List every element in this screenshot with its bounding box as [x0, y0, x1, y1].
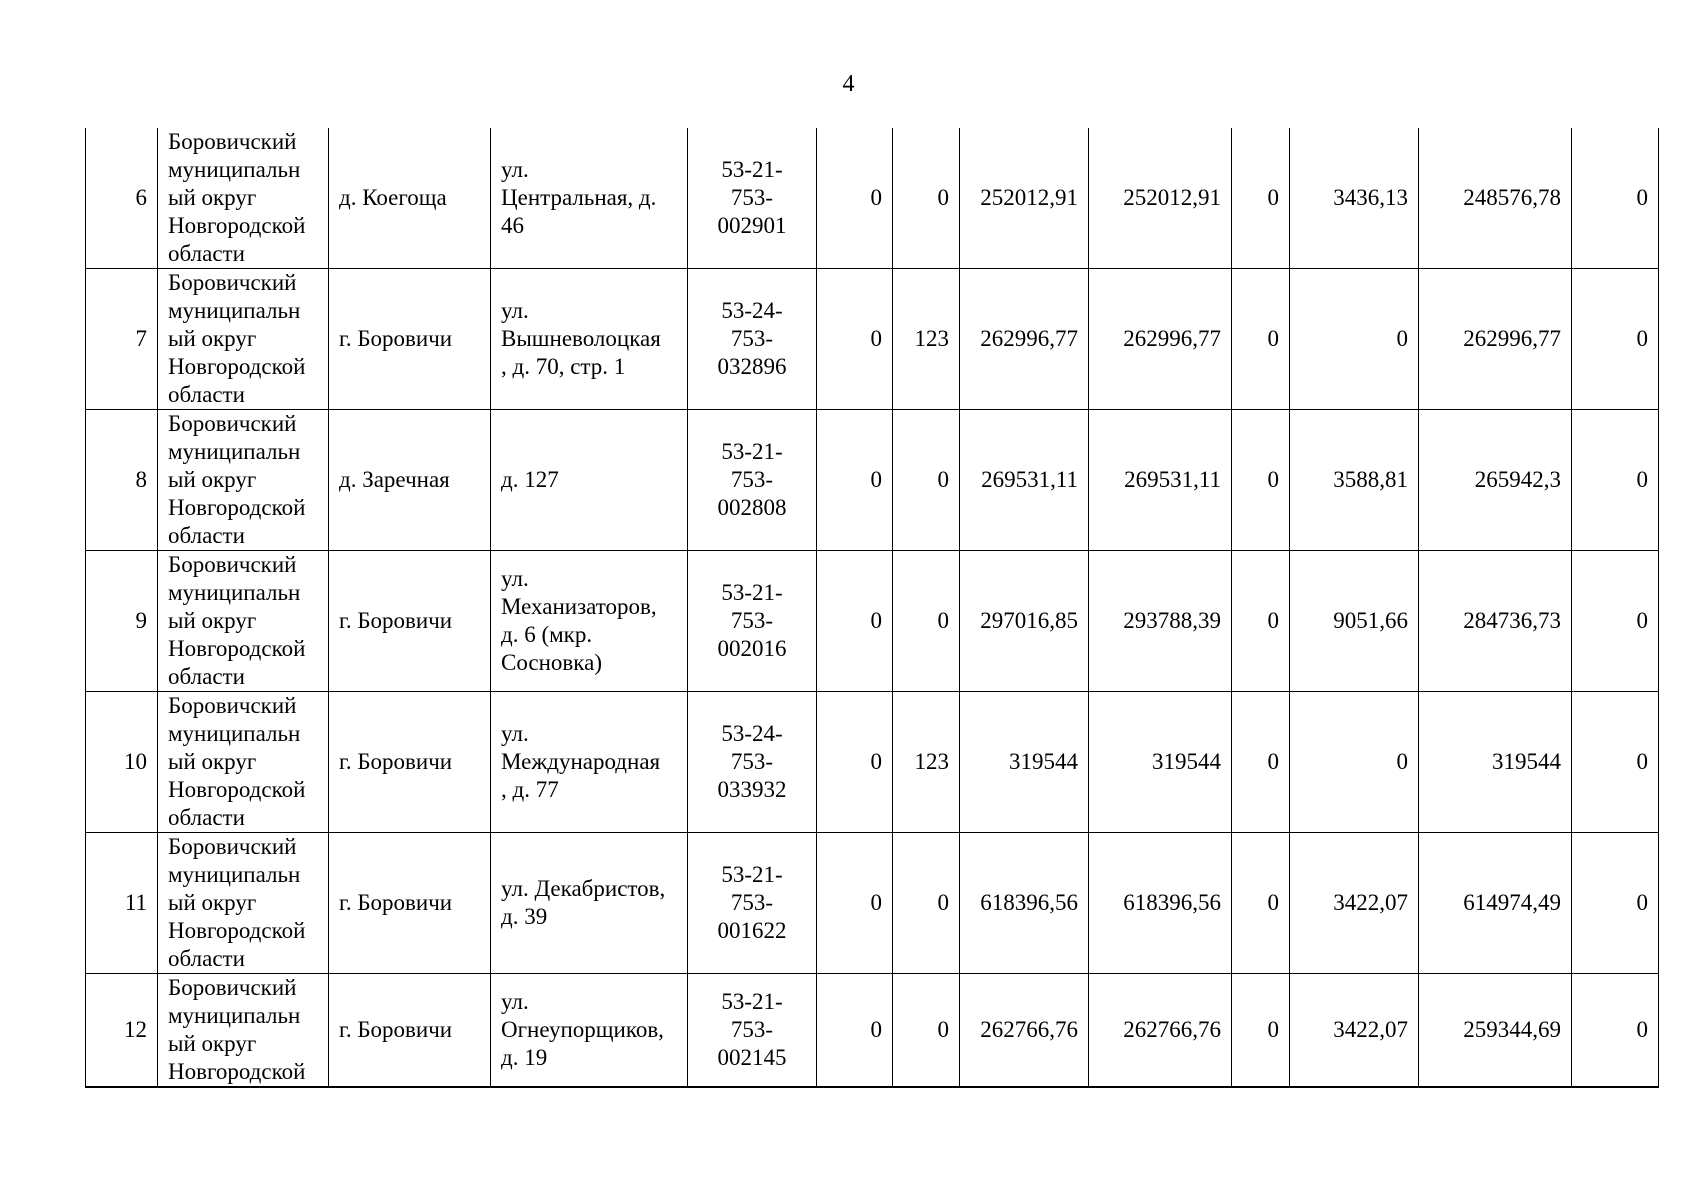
municipality-cell-line: ый округ — [168, 467, 257, 492]
code-cell-line: 753- — [730, 467, 774, 492]
value-cell-4: 0 — [1572, 692, 1659, 833]
code-cell — [688, 833, 817, 974]
municipality-cell-line: муниципальн — [168, 157, 301, 182]
amount-cell-4: 614974,49 — [1419, 833, 1572, 974]
code-cell — [688, 269, 817, 410]
address-cell-line: ул. — [501, 298, 529, 323]
amount-cell-4: 262996,77 — [1419, 269, 1572, 410]
municipality-cell-line: Боровичский — [168, 411, 297, 436]
locality-cell: г. Боровичи — [329, 551, 491, 692]
code-cell-line: 032896 — [717, 354, 787, 379]
code-cell-line: 753- — [730, 749, 774, 774]
municipality-cell-line: Новгородской — [168, 918, 306, 943]
amount-cell-4: 319544 — [1419, 692, 1572, 833]
table-row — [86, 269, 1659, 410]
address-cell-line: Центральная, д. — [501, 185, 657, 210]
value-cell-4: 0 — [1572, 551, 1659, 692]
municipality-cell-line: Боровичский — [168, 975, 297, 1000]
municipality-cell-line: области — [168, 241, 245, 266]
value-cell-3: 0 — [1232, 692, 1290, 833]
code-cell-line: 53-21- — [721, 439, 783, 464]
code-cell-line: 53-21- — [721, 862, 783, 887]
address-cell-line: Сосновка) — [501, 650, 602, 675]
municipality-cell-line: Новгородской — [168, 1059, 306, 1084]
amount-cell-4: 248576,78 — [1419, 128, 1572, 269]
amount-cell-2: 618396,56 — [1089, 833, 1232, 974]
municipality-cell — [158, 833, 329, 974]
address-cell-line: ул. — [501, 157, 529, 182]
municipality-cell-line: муниципальн — [168, 580, 301, 605]
address-cell-line: ул. — [501, 566, 529, 591]
amount-cell-1: 297016,85 — [960, 551, 1089, 692]
municipality-cell — [158, 269, 329, 410]
value-cell-3: 0 — [1232, 128, 1290, 269]
amount-cell-2: 262996,77 — [1089, 269, 1232, 410]
table-row — [86, 128, 1659, 269]
code-cell-line: 002901 — [717, 213, 787, 238]
amount-cell-2: 252012,91 — [1089, 128, 1232, 269]
code-cell-line: 53-24- — [721, 298, 783, 323]
code-cell-line: 53-21- — [721, 580, 783, 605]
amount-cell-4: 265942,3 — [1419, 410, 1572, 551]
code-cell-line: 001622 — [717, 918, 787, 943]
municipality-cell-line: Новгородской — [168, 354, 306, 379]
address-cell-line: , д. 70, стр. 1 — [501, 354, 626, 379]
municipality-cell-line: ый округ — [168, 749, 257, 774]
row-number: 12 — [86, 974, 158, 1088]
municipality-cell-line: Боровичский — [168, 270, 297, 295]
address-cell-line: Вышневолоцкая — [501, 326, 661, 351]
address-cell-line: ул. — [501, 721, 529, 746]
code-cell-line: 002808 — [717, 495, 787, 520]
value-cell-4: 0 — [1572, 128, 1659, 269]
amount-cell-2: 319544 — [1089, 692, 1232, 833]
value-cell-1: 0 — [817, 692, 893, 833]
amount-cell-1: 262996,77 — [960, 269, 1089, 410]
address-cell-line: Механизаторов, — [501, 594, 657, 619]
municipality-cell-line: Боровичский — [168, 693, 297, 718]
value-cell-2: 123 — [893, 692, 960, 833]
address-cell-line: д. 127 — [501, 467, 559, 492]
amount-cell-3: 3436,13 — [1290, 128, 1419, 269]
value-cell-4: 0 — [1572, 269, 1659, 410]
value-cell-1: 0 — [817, 551, 893, 692]
row-number: 10 — [86, 692, 158, 833]
locality-cell: д. Заречная — [329, 410, 491, 551]
code-cell-line: 002145 — [717, 1045, 787, 1070]
address-cell — [491, 692, 688, 833]
value-cell-2: 123 — [893, 269, 960, 410]
municipality-cell — [158, 974, 329, 1088]
municipality-cell-line: области — [168, 523, 245, 548]
row-number: 11 — [86, 833, 158, 974]
table-row — [86, 974, 1659, 1088]
locality-cell: г. Боровичи — [329, 269, 491, 410]
value-cell-1: 0 — [817, 974, 893, 1088]
value-cell-3: 0 — [1232, 410, 1290, 551]
locality-cell: г. Боровичи — [329, 974, 491, 1088]
municipality-cell-line: Новгородской — [168, 636, 306, 661]
municipality-cell-line: Боровичский — [168, 129, 297, 154]
value-cell-4: 0 — [1572, 833, 1659, 974]
code-cell-line: 002016 — [717, 636, 787, 661]
code-cell — [688, 410, 817, 551]
address-cell-line: ул. — [501, 989, 529, 1014]
value-cell-2: 0 — [893, 974, 960, 1088]
amount-cell-2: 293788,39 — [1089, 551, 1232, 692]
amount-cell-2: 262766,76 — [1089, 974, 1232, 1088]
municipality-cell-line: Новгородской — [168, 213, 306, 238]
municipality-cell-line: ый округ — [168, 326, 257, 351]
municipality-cell-line: ый округ — [168, 608, 257, 633]
municipality-cell — [158, 692, 329, 833]
page-number: 4 — [842, 71, 855, 97]
value-cell-3: 0 — [1232, 269, 1290, 410]
municipality-cell-line: муниципальн — [168, 439, 301, 464]
municipality-cell-line: муниципальн — [168, 862, 301, 887]
municipality-cell — [158, 410, 329, 551]
municipality-cell-line: области — [168, 382, 245, 407]
code-cell-line: 753- — [730, 890, 774, 915]
code-cell-line: 53-21- — [721, 157, 783, 182]
row-number: 7 — [86, 269, 158, 410]
municipality-cell — [158, 128, 329, 269]
municipality-cell-line: муниципальн — [168, 721, 301, 746]
row-number: 6 — [86, 128, 158, 269]
address-cell-line: д. 6 (мкр. — [501, 622, 593, 647]
code-cell — [688, 128, 817, 269]
table-row — [86, 692, 1659, 833]
municipality-cell-line: Боровичский — [168, 834, 297, 859]
value-cell-3: 0 — [1232, 974, 1290, 1088]
municipality-cell-line: области — [168, 805, 245, 830]
code-cell-line: 753- — [730, 326, 774, 351]
address-cell-line: Огнеупорщиков, — [501, 1017, 664, 1042]
address-cell — [491, 410, 688, 551]
municipality-cell-line: области — [168, 946, 245, 971]
code-cell — [688, 974, 817, 1088]
amount-cell-1: 269531,11 — [960, 410, 1089, 551]
amount-cell-4: 284736,73 — [1419, 551, 1572, 692]
address-cell-line: Международная — [501, 749, 661, 774]
municipality-cell-line: муниципальн — [168, 1003, 301, 1028]
municipality-cell-line: Новгородской — [168, 495, 306, 520]
locality-cell: г. Боровичи — [329, 833, 491, 974]
value-cell-3: 0 — [1232, 551, 1290, 692]
amount-cell-3: 9051,66 — [1290, 551, 1419, 692]
value-cell-1: 0 — [817, 269, 893, 410]
amount-cell-1: 252012,91 — [960, 128, 1089, 269]
value-cell-2: 0 — [893, 410, 960, 551]
amount-cell-3: 0 — [1290, 692, 1419, 833]
row-number: 8 — [86, 410, 158, 551]
address-cell — [491, 269, 688, 410]
code-cell — [688, 551, 817, 692]
municipality-cell-line: ый округ — [168, 890, 257, 915]
code-cell-line: 53-24- — [721, 721, 783, 746]
code-cell-line: 033932 — [717, 777, 787, 802]
address-cell-line: , д. 77 — [501, 777, 559, 802]
table-row — [86, 551, 1659, 692]
amount-cell-3: 3588,81 — [1290, 410, 1419, 551]
municipality-cell-line: муниципальн — [168, 298, 301, 323]
value-cell-1: 0 — [817, 128, 893, 269]
table-body — [86, 128, 1659, 1087]
code-cell — [688, 692, 817, 833]
address-cell — [491, 551, 688, 692]
municipality-cell-line: Боровичский — [168, 552, 297, 577]
amount-cell-1: 262766,76 — [960, 974, 1089, 1088]
amount-cell-1: 618396,56 — [960, 833, 1089, 974]
amount-cell-2: 269531,11 — [1089, 410, 1232, 551]
value-cell-2: 0 — [893, 551, 960, 692]
value-cell-4: 0 — [1572, 974, 1659, 1088]
value-cell-2: 0 — [893, 833, 960, 974]
address-cell — [491, 128, 688, 269]
code-cell-line: 753- — [730, 185, 774, 210]
row-number: 9 — [86, 551, 158, 692]
amount-cell-3: 0 — [1290, 269, 1419, 410]
amount-cell-4: 259344,69 — [1419, 974, 1572, 1088]
locality-cell: д. Коегоща — [329, 128, 491, 269]
address-cell-line: 46 — [501, 213, 524, 238]
municipality-cell-line: ый округ — [168, 185, 257, 210]
objects-table — [85, 128, 1659, 1088]
table-row — [86, 833, 1659, 974]
address-cell-line: д. 19 — [501, 1045, 548, 1070]
value-cell-3: 0 — [1232, 833, 1290, 974]
amount-cell-1: 319544 — [960, 692, 1089, 833]
value-cell-1: 0 — [817, 833, 893, 974]
address-cell-line: ул. Декабристов, — [501, 876, 666, 901]
address-cell-line: д. 39 — [501, 904, 548, 929]
code-cell-line: 753- — [730, 1017, 774, 1042]
municipality-cell-line: области — [168, 664, 245, 689]
locality-cell: г. Боровичи — [329, 692, 491, 833]
address-cell — [491, 833, 688, 974]
municipality-cell — [158, 551, 329, 692]
table-row — [86, 410, 1659, 551]
value-cell-1: 0 — [817, 410, 893, 551]
code-cell-line: 53-21- — [721, 989, 783, 1014]
address-cell — [491, 974, 688, 1088]
municipality-cell-line: ый округ — [168, 1031, 257, 1056]
value-cell-4: 0 — [1572, 410, 1659, 551]
amount-cell-3: 3422,07 — [1290, 833, 1419, 974]
code-cell-line: 753- — [730, 608, 774, 633]
municipality-cell-line: Новгородской — [168, 777, 306, 802]
value-cell-2: 0 — [893, 128, 960, 269]
amount-cell-3: 3422,07 — [1290, 974, 1419, 1088]
